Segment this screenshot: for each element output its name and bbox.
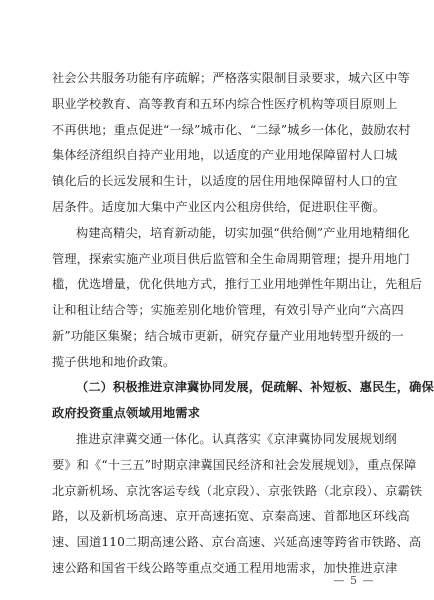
text-line: 居条件。适度加大集中产业区内公租房供给，促进职住平衡。 xyxy=(52,200,386,214)
text-line: 管理，探索实施产业项目供后监管和全生命周期管理；提升用地门 xyxy=(52,252,410,266)
text-line: 让和租让结合等；实施差别化地价管理，有效引导产业向“六高四 xyxy=(52,303,404,317)
text-line: 路，以及新机场高速、京开高速拓宽、京秦高速、首都地区环线高 xyxy=(52,509,410,523)
text-line: 揽子供地和地价政策。 xyxy=(52,355,176,369)
text-line: 速、国道110二期高速公路、京台高速、兴延高速等跨省市铁路、高 xyxy=(52,535,422,549)
text-line: 职业学校教育、高等教育和五环内综合性医疗机构等项目原则上 xyxy=(52,97,398,111)
text-line: 北京新机场、京沈客运专线（北京段）、京张铁路（北京段）、京霸铁 xyxy=(52,484,423,498)
text-line: 推进京津冀交通一体化。认真落实《京津冀协同发展规划纲 xyxy=(76,432,397,446)
text-line: 速公路和国省干线公路等重点交通工程用地需求，加快推进京津 xyxy=(52,561,398,575)
text-line: 不再供地；重点促进“一绿”城市化、“二绿”城乡一体化，鼓励农村 xyxy=(52,123,411,137)
text-line: 要》和《“十三五”时期京津冀国民经济和社会发展规划》，重点保障 xyxy=(52,458,417,472)
text-line: 构建高精尖，培育新动能，切实加强“供给侧”产业用地精细化 xyxy=(76,226,410,240)
text-line: 槛，优选增量，优化供地方式，推行工业用地弹性年期出让，先租后 xyxy=(52,277,423,291)
heading-line: （二）积极推进京津冀协同发展，促疏解、补短板、惠民生，确保 xyxy=(76,380,434,394)
page-number: — 5 — xyxy=(333,574,375,587)
text-line: 社会公共服务功能有序疏解；严格落实限制目录要求，城六区中等 xyxy=(52,71,410,85)
text-line: 集体经济组织自持产业用地，以适度的产业用地保障留村人口城 xyxy=(52,148,398,162)
text-line: 新”功能区集聚；结合城市更新，研究存量产业用地转型升级的一 xyxy=(52,329,404,343)
text-line: 镇化后的长远发展和生计，以适度的居住用地保障留村人口的宜 xyxy=(52,174,398,188)
heading-line: 政府投资重点领域用地需求 xyxy=(52,406,201,420)
